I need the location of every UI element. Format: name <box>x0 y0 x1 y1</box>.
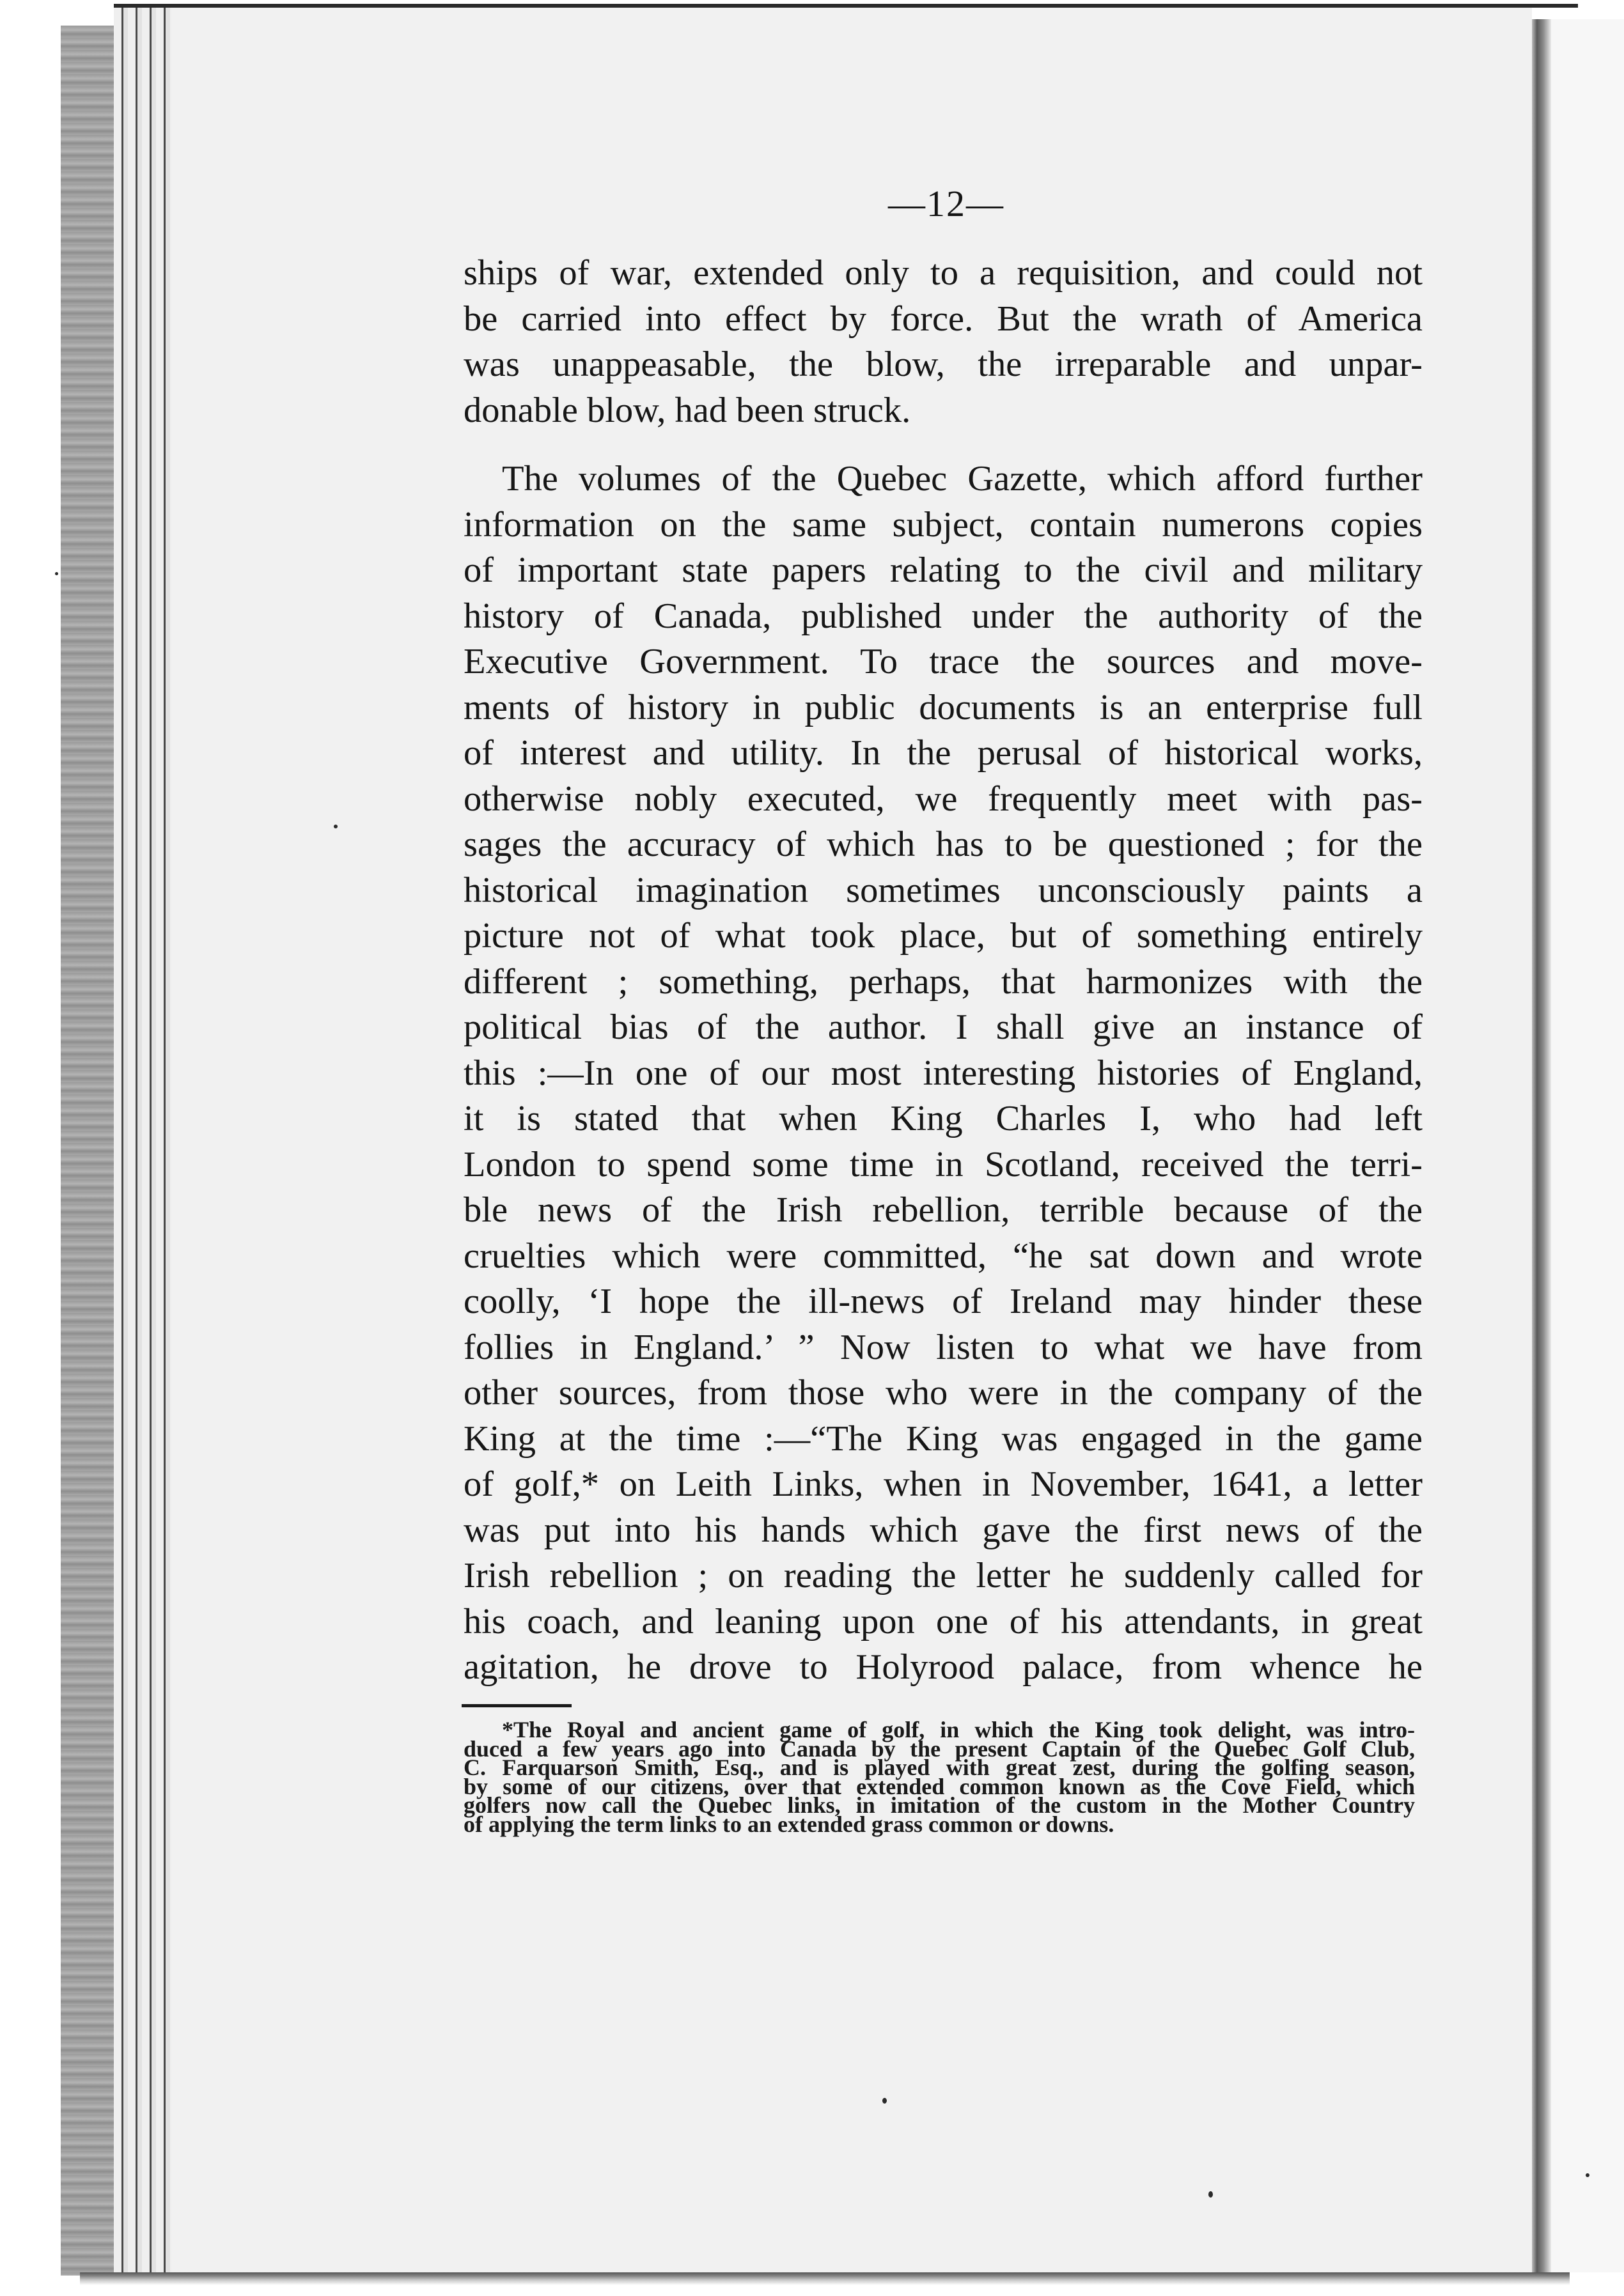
text-line: ments of history in public documents is an enterprise full <box>464 687 1423 727</box>
footnote <box>464 1717 1415 1837</box>
text-line: cruelties which were committed, “he sat down and wrote <box>464 1236 1423 1276</box>
text-line: King at the time :—“The King was engaged in the game <box>464 1418 1423 1459</box>
footnote-line: golfers now call the Quebec links, in imitation of the custom in the Mother Country <box>464 1792 1415 1818</box>
text-line: ble news of the Irish rebellion, terrible because of the <box>464 1190 1423 1230</box>
binding-edge <box>61 26 115 2276</box>
text-line: picture not of what took place, but of something entirely <box>464 916 1423 956</box>
footnote-line: *The Royal and ancient game of golf, in which the King took delight, was intro- <box>502 1717 1415 1742</box>
text-line: be carried into effect by force. But the wrath of America <box>464 299 1423 339</box>
footnote-line: duced a few years ago into Canada by the present Captain of the Quebec Golf Club, <box>464 1735 1415 1762</box>
text-line: ships of war, extended only to a requisition, and could not <box>464 253 1423 293</box>
text-line: agitation, he drove to Holyrood palace, from whence he <box>464 1647 1423 1687</box>
text-line: London to spend some time in Scotland, received the terri- <box>464 1144 1423 1184</box>
text-line: history of Canada, published under the authority of the <box>464 596 1423 636</box>
footnote-rule <box>462 1704 572 1707</box>
text-line: of interest and utility. In the perusal of historical works, <box>464 733 1423 773</box>
text-line: different ; something, perhaps, that harmonizes with the <box>464 961 1423 1002</box>
text-line: other sources, from those who were in the company of the <box>464 1373 1423 1413</box>
page-gutter-shadow <box>1532 19 1551 2272</box>
text-line: follies in England.’ ” Now listen to what we have from <box>464 1327 1423 1367</box>
text-line: of important state papers relating to the civil and military <box>464 550 1423 590</box>
paragraph-gap <box>464 433 1423 456</box>
page-bottom-border <box>80 2272 1570 2285</box>
ink-speck <box>334 825 338 828</box>
text-line: The volumes of the Quebec Gazette, which afford further <box>502 459 1423 499</box>
footnote-line: C. Farquarson Smith, Esq., and is played with great zest, during the golfing season, <box>464 1755 1415 1780</box>
text-line: this :—In one of our most interesting histories of England, <box>464 1053 1423 1093</box>
ink-speck <box>1586 2173 1589 2177</box>
text-line: was unappeasable, the blow, the irreparable and unpar- <box>464 345 1423 384</box>
text-line: donable blow, had been struck. <box>464 390 911 430</box>
ink-speck <box>882 2098 887 2104</box>
text-line: Irish rebellion ; on reading the letter he suddenly called for <box>464 1556 1423 1595</box>
text-line: coolly, ‘I hope the ill-news of Ireland may hinder these <box>464 1282 1423 1321</box>
text-line: it is stated that when King Charles I, who had left <box>464 1099 1423 1138</box>
text-line: was put into his hands which gave the first news of the <box>464 1510 1423 1550</box>
text-line: sages the accuracy of which has to be questioned ; for the <box>464 825 1423 864</box>
text-line: information on the same subject, contain numerons copies <box>464 504 1423 545</box>
text-line: historical imagination sometimes unconsciously paints a <box>464 870 1423 910</box>
page-number: —12— <box>888 183 1004 224</box>
text-line: otherwise nobly executed, we frequently meet with pas- <box>464 779 1423 819</box>
footnote-line: by some of our citizens, over that extended common known as the Cove Field, which <box>464 1773 1415 1799</box>
page-edges <box>114 6 173 2285</box>
text-line: his coach, and leaning upon one of his attendants, in great <box>464 1601 1423 1641</box>
text-line: of golf,* on Leith Links, when in November, 1641, a letter <box>464 1464 1423 1504</box>
footnote-line: of applying the term links to an extended grass common or downs. <box>464 1811 1114 1837</box>
text-line: political bias of the author. I shall give an instance of <box>464 1007 1423 1047</box>
text-line: Executive Government. To trace the sources and move- <box>464 642 1423 681</box>
facing-page-edge <box>1551 19 1624 2272</box>
body-text <box>464 251 1423 1691</box>
ink-speck <box>55 572 58 575</box>
ink-speck <box>1208 2191 1213 2198</box>
